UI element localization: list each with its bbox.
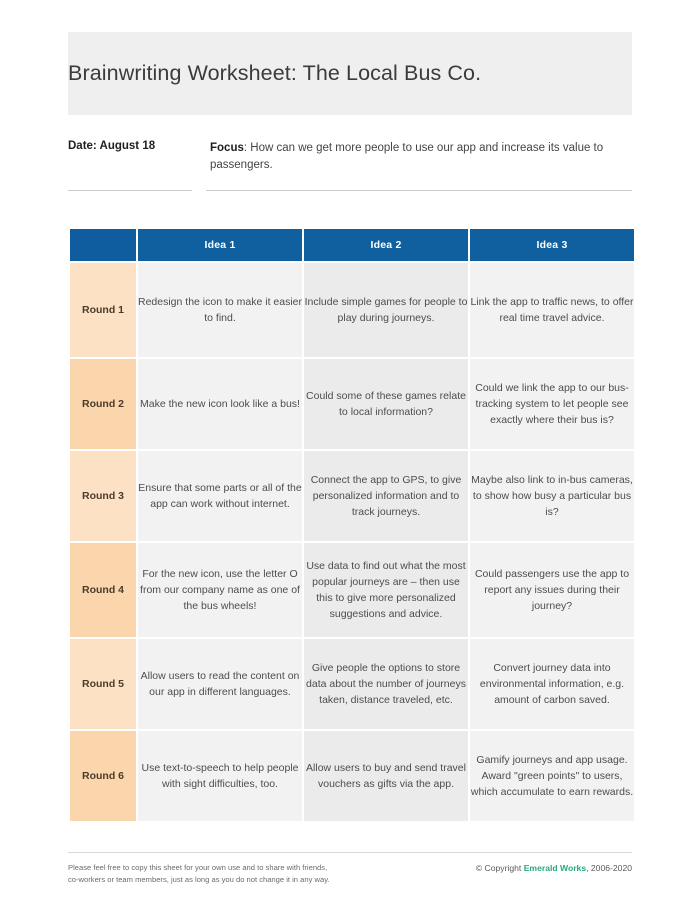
round-label: Round 4 [70, 543, 136, 637]
table-row [70, 451, 634, 541]
idea-cell[interactable]: Allow users to buy and send travel vouchers as gifts via the app. [304, 731, 468, 821]
round-label: Round 5 [70, 639, 136, 729]
header-corner [70, 229, 136, 261]
brainwriting-grid [68, 227, 636, 823]
idea-cell[interactable]: Redesign the icon to make it easier to find. [138, 263, 302, 357]
idea-cell[interactable]: Use text-to-speech to help people with sight difficulties, too. [138, 731, 302, 821]
title-band [68, 32, 632, 115]
idea-cell[interactable]: Make the new icon look like a bus! [138, 359, 302, 449]
page-title: Brainwriting Worksheet: The Local Bus Co. [68, 61, 482, 85]
idea-cell[interactable]: Give people the options to store data about the number of journeys taken, distance traveled, etc. [304, 639, 468, 729]
round-label: Round 2 [70, 359, 136, 449]
header-idea-2: Idea 2 [304, 229, 468, 261]
idea-cell[interactable]: Use data to find out what the most popular journeys are – then use this to give more personalized suggestions and advice. [304, 543, 468, 637]
idea-cell[interactable]: Allow users to read the content on our app in different languages. [138, 639, 302, 729]
idea-cell[interactable]: Include simple games for people to play during journeys. [304, 263, 468, 357]
meta-row [68, 140, 632, 180]
round-label: Round 3 [70, 451, 136, 541]
table-row [70, 359, 634, 449]
table-row [70, 263, 634, 357]
date-block [68, 140, 193, 180]
copyright-prefix: © Copyright [475, 863, 524, 873]
idea-cell[interactable]: Convert journey data into environmental information, e.g. amount of carbon saved. [470, 639, 634, 729]
footer-notice-line-2: co-workers or team members, just as long as you do not change it in any way. [68, 875, 330, 884]
idea-cell[interactable]: For the new icon, use the letter O from our company name as one of the bus wheels! [138, 543, 302, 637]
grid-header-row [70, 229, 634, 261]
focus-field [210, 140, 632, 180]
footer-divider [68, 852, 632, 853]
idea-cell[interactable]: Maybe also link to in-bus cameras, to show how busy a particular bus is? [470, 451, 634, 541]
idea-cell[interactable]: Could some of these games relate to local information? [304, 359, 468, 449]
idea-cell[interactable]: Link the app to traffic news, to offer real time travel advice. [470, 263, 634, 357]
focus-text: : How can we get more people to use our app and increase its value to passengers. [210, 142, 604, 171]
idea-cell[interactable]: Connect the app to GPS, to give personalized information and to track journeys. [304, 451, 468, 541]
copyright [476, 862, 632, 873]
header-idea-1: Idea 1 [138, 229, 302, 261]
date-label: Date: [68, 140, 97, 152]
brand-name: Emerald Works [523, 863, 587, 873]
footer-notice-line-1: Please feel free to copy this sheet for your own use and to share with friends, [68, 863, 328, 872]
date-value: August 18 [96, 140, 156, 152]
date-underline [68, 190, 192, 191]
focus-label: Focus [210, 142, 244, 154]
focus-block [193, 140, 632, 180]
idea-cell[interactable]: Gamify journeys and app usage. Award "green points" to users, which accumulate to earn rewards. [470, 731, 634, 821]
table-row [70, 639, 634, 729]
focus-underline [206, 190, 632, 191]
footer-notice [68, 862, 330, 886]
idea-cell[interactable]: Could passengers use the app to report any issues during their journey? [470, 543, 634, 637]
idea-cell[interactable]: Could we link the app to our bus-tracking system to let people see exactly where their bus is? [470, 359, 634, 449]
table-row [70, 731, 634, 821]
date-field [68, 140, 193, 160]
footer [68, 862, 632, 886]
copyright-suffix: , 2006-2020 [586, 863, 632, 873]
round-label: Round 6 [70, 731, 136, 821]
header-idea-3: Idea 3 [470, 229, 634, 261]
round-label: Round 1 [70, 263, 136, 357]
table-row [70, 543, 634, 637]
idea-cell[interactable]: Ensure that some parts or all of the app can work without internet. [138, 451, 302, 541]
